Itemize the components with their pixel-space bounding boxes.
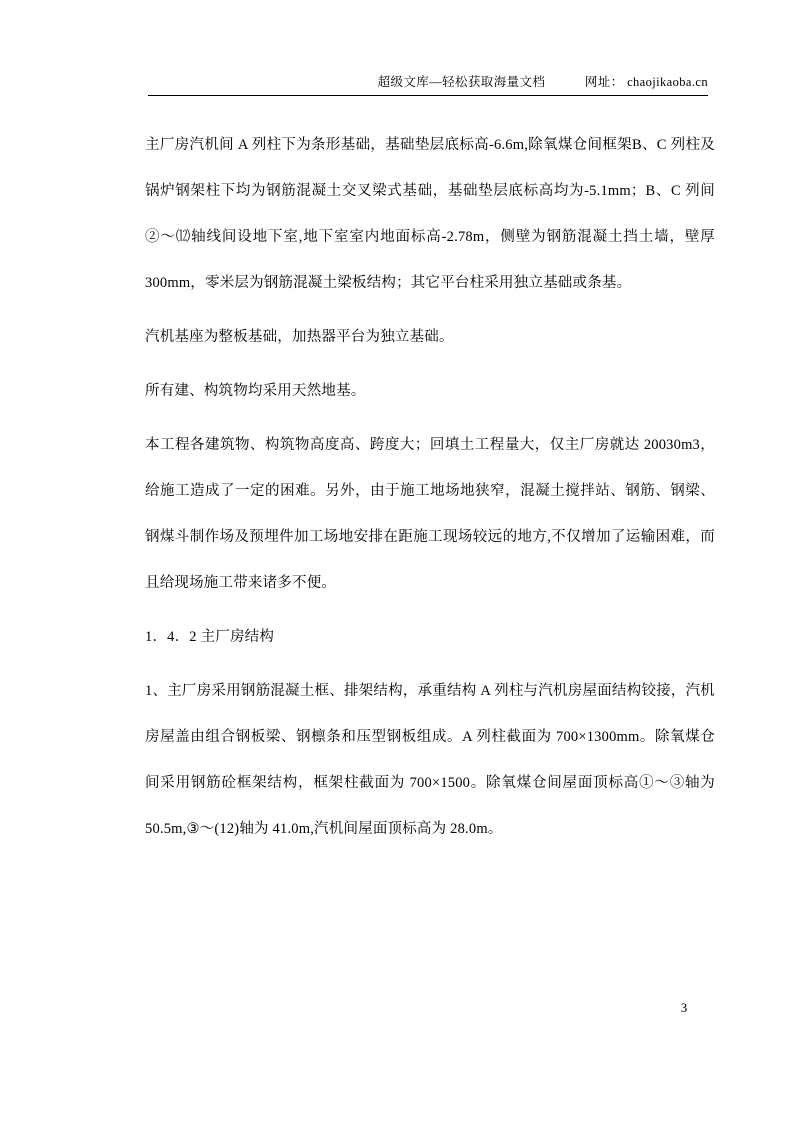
paragraph: 本工程各建筑物、构筑物高度高、跨度大；回填土工程量大，仅主厂房就达 20030m3，给施工造成了一定的困难。另外，由于施工地场地狭窄，混凝土搅拌站、钢筋、钢梁、钢煤斗制作场及预埋件加工场地安排在距施工现场较远的地方,不仅增加了运输困难，而且给现场施工带来诸多不便。 <box>145 437 715 591</box>
page-header <box>148 72 708 90</box>
document-body <box>145 122 715 860</box>
paragraph: 1、主厂房采用钢筋混凝土框、排架结构，承重结构 A 列柱与汽机房屋面结构铰接，汽机房屋盖由组合钢板梁、钢檩条和压型钢板组成。A 列柱截面为 700×1300mm。除氧煤仓间采用钢筋砼框架结构，框架柱截面为 700×1500。除氧煤仓间屋面顶标高①～③轴为 50.5m,③～(12)轴为 41.0m,汽机间屋面顶标高为 28.0m。 <box>145 683 715 837</box>
section-heading: 1．4．2 主厂房结构 <box>145 629 275 645</box>
header-url: chaojikaoba.cn <box>627 75 708 89</box>
paragraph: 所有建、构筑物均采用天然地基。 <box>145 383 366 399</box>
paragraph: 主厂房汽机间 A 列柱下为条形基础，基础垫层底标高-6.6m,除氧煤仓间框架B、C 列柱及锅炉钢架柱下均为钢筋混凝土交叉梁式基础，基础垫层底标高均为-5.1mm；B、C 列间②～⑿轴线间设地下室,地下室室内地面标高-2.78m，侧壁为钢筋混凝土挡土墙，壁厚 300mm，零米层为钢筋混凝土梁板结构；其它平台柱采用独立基础或条基。 <box>145 137 715 291</box>
header-url-label: 网址： <box>584 75 624 89</box>
header-divider <box>148 95 708 96</box>
page-number: 3 <box>680 1000 688 1015</box>
header-site-name: 超级文库—轻松获取海量文档 <box>377 75 546 89</box>
paragraph: 汽机基座为整板基础，加热器平台为独立基础。 <box>145 329 454 345</box>
